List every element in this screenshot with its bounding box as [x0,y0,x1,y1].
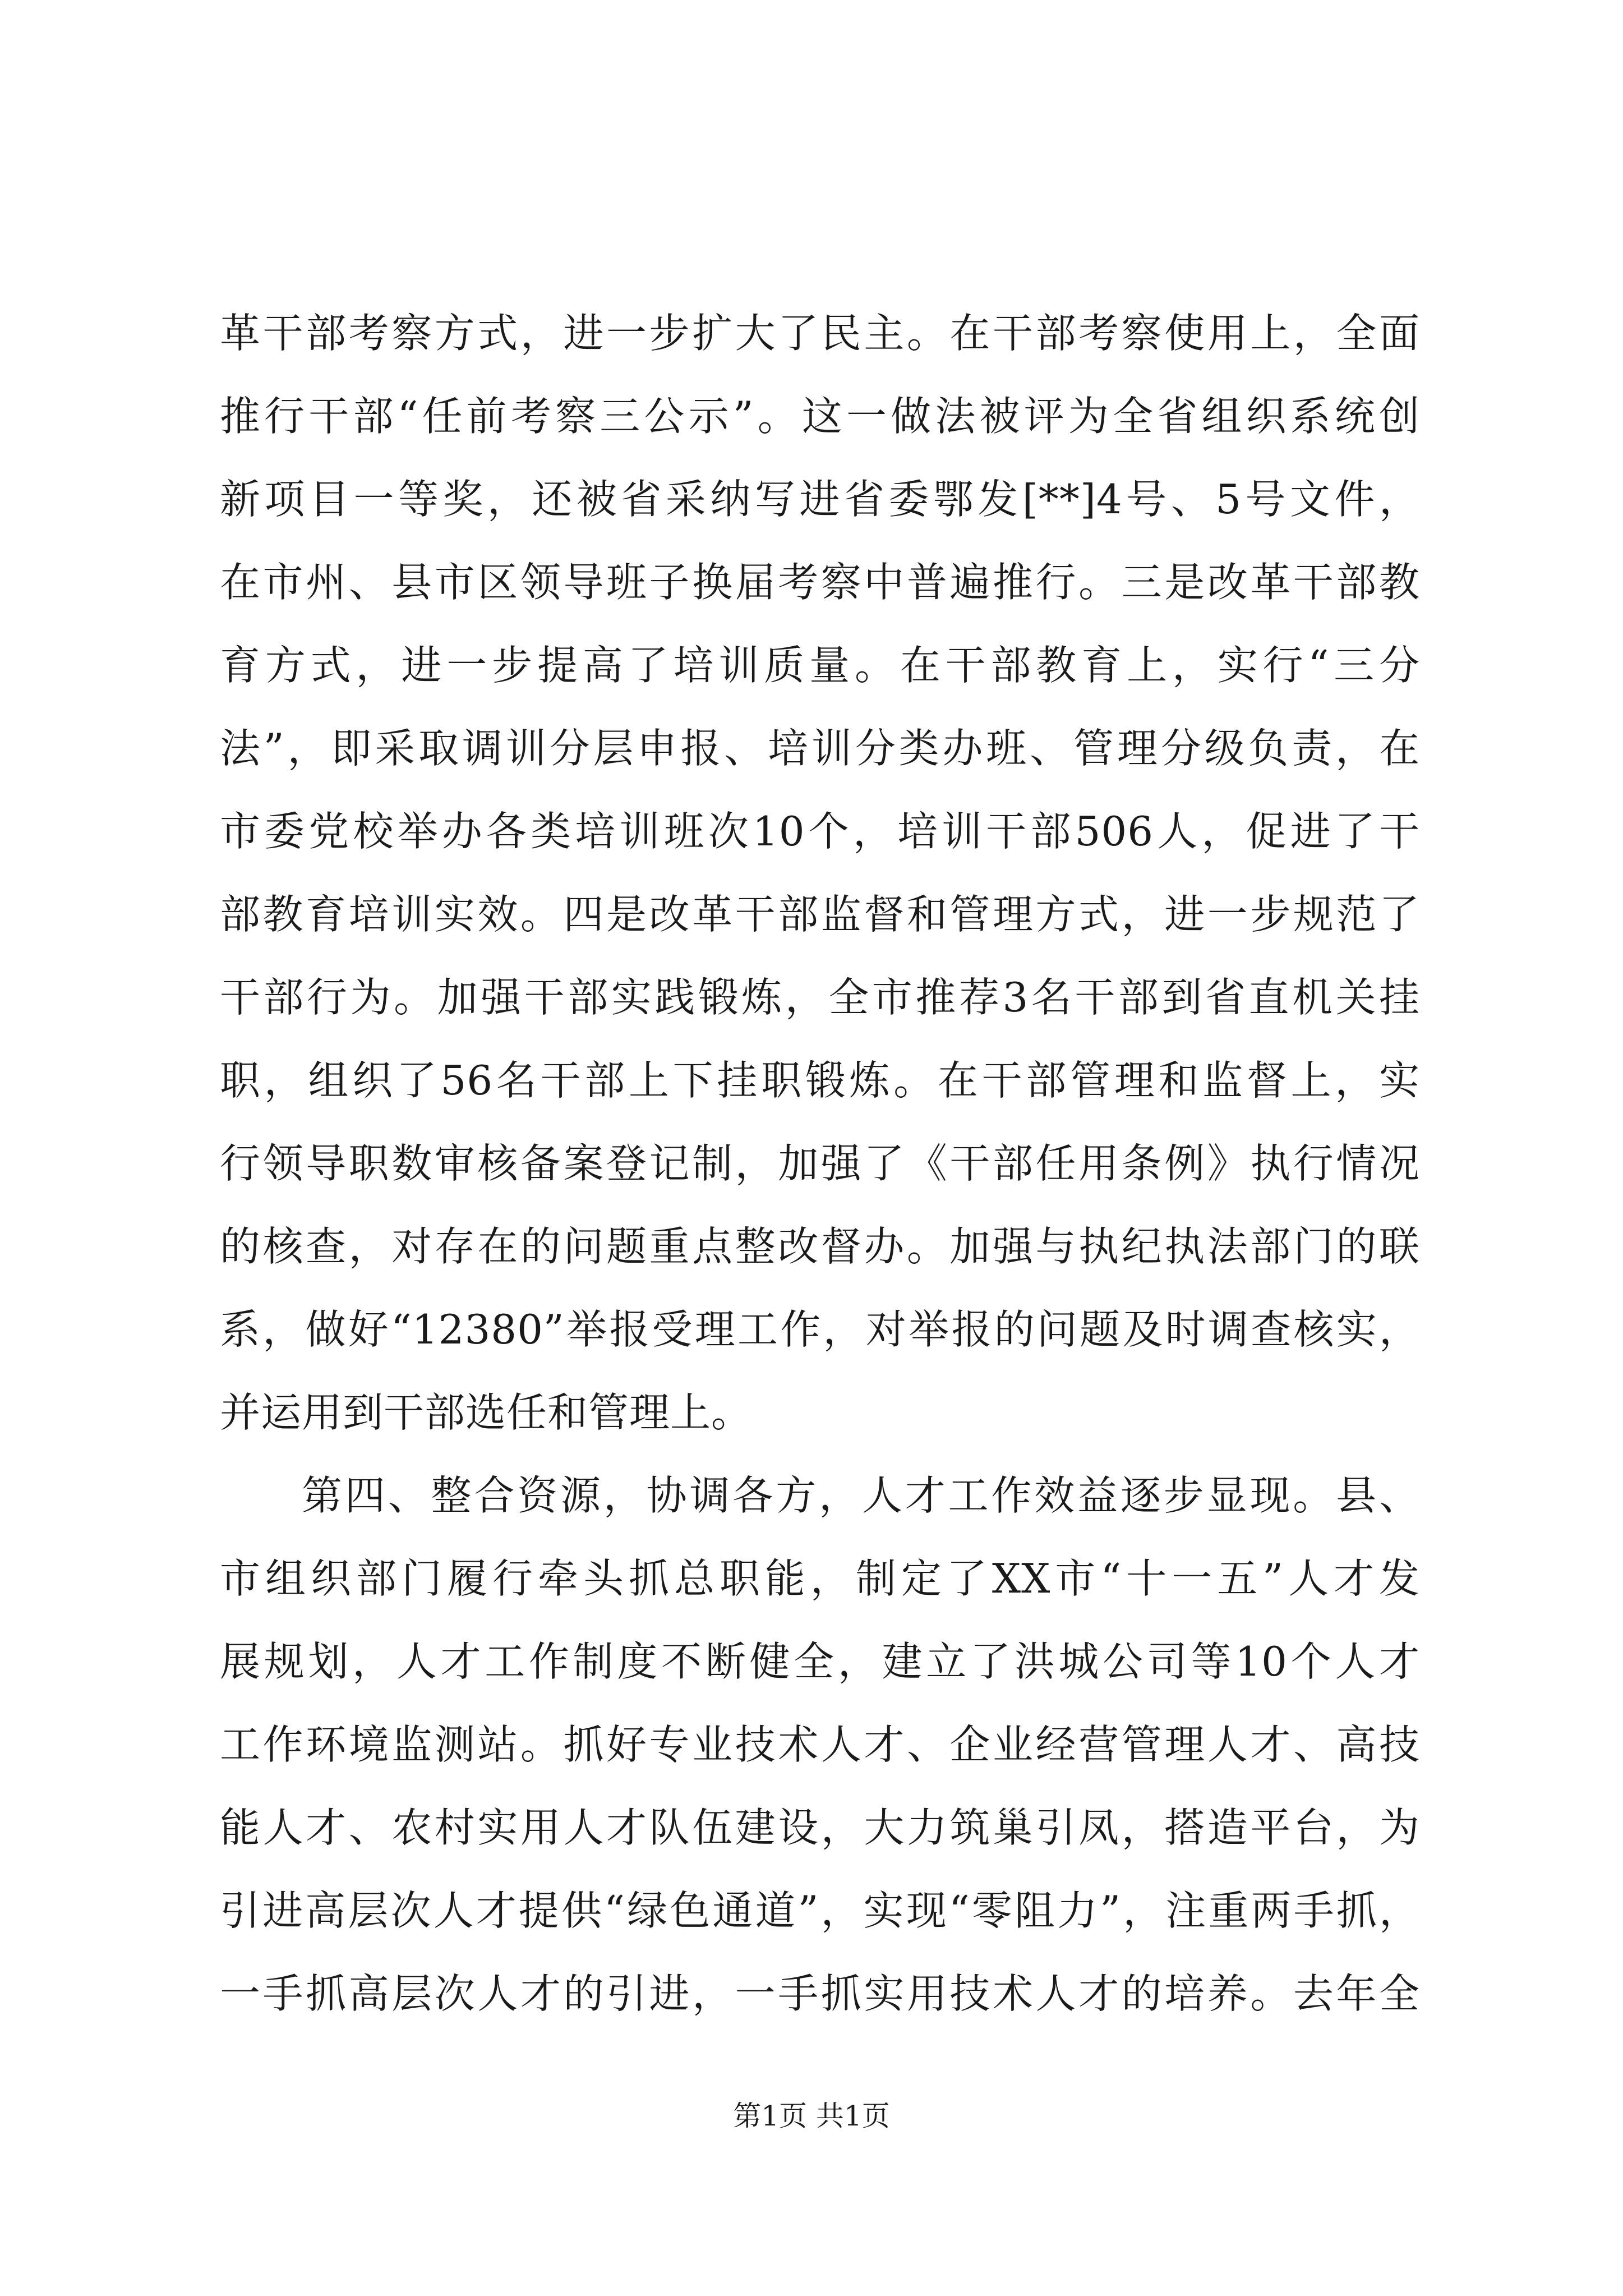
text-line: 职，组织了56名干部上下挂职锻炼。在干部管理和监督上，实 [220,1057,1420,1104]
text-line: 新项目一等奖，还被省采纳写进省委鄂发[**]4号、5号文件， [220,476,1420,523]
text-line: 法”，即采取调训分层申报、培训分类办班、管理分级负责，在 [220,725,1420,772]
text-line: 一手抓高层次人才的引进，一手抓实用技术人才的培养。去年全 [220,1970,1420,2017]
text-line-paragraph-end: 并运用到干部选任和管理上。 [220,1389,753,1436]
text-line: 的核查，对存在的问题重点整改督办。加强与执纪执法部门的联 [220,1223,1420,1270]
text-line: 展规划，人才工作制度不断健全，建立了洪城公司等10个人才 [220,1638,1420,1685]
text-line-paragraph-start: 第四、整合资源，协调各方，人才工作效益逐步显现。县、 [302,1472,1420,1519]
text-line: 行领导职数审核备案登记制，加强了《干部任用条例》执行情况 [220,1140,1420,1187]
text-line: 市组织部门履行牵头抓总职能，制定了XX市“十一五”人才发 [220,1555,1420,1602]
page-number-footer: 第1页 共1页 [733,2100,890,2132]
text-line: 系，做好“12380”举报受理工作，对举报的问题及时调查核实， [220,1306,1420,1353]
text-line: 干部行为。加强干部实践锻炼，全市推荐3名干部到省直机关挂 [220,974,1420,1021]
text-line: 革干部考察方式，进一步扩大了民主。在干部考察使用上，全面 [220,310,1420,357]
text-line: 部教育培训实效。四是改革干部监督和管理方式，进一步规范了 [220,891,1420,938]
document-body [220,292,1420,2035]
text-line: 市委党校举办各类培训班次10个，培训干部506人，促进了干 [220,808,1420,855]
text-line: 育方式，进一步提高了培训质量。在干部教育上，实行“三分 [220,642,1420,689]
text-line: 引进高层次人才提供“绿色通道”，实现“零阻力”，注重两手抓， [220,1887,1420,1934]
text-line: 推行干部“任前考察三公示”。这一做法被评为全省组织系统创 [220,393,1420,440]
text-line: 在市州、县市区领导班子换届考察中普遍推行。三是改革干部教 [220,559,1420,606]
text-line: 工作环境监测站。抓好专业技术人才、企业经营管理人才、高技 [220,1721,1420,1768]
text-line: 能人才、农村实用人才队伍建设，大力筑巢引凤，搭造平台，为 [220,1804,1420,1851]
